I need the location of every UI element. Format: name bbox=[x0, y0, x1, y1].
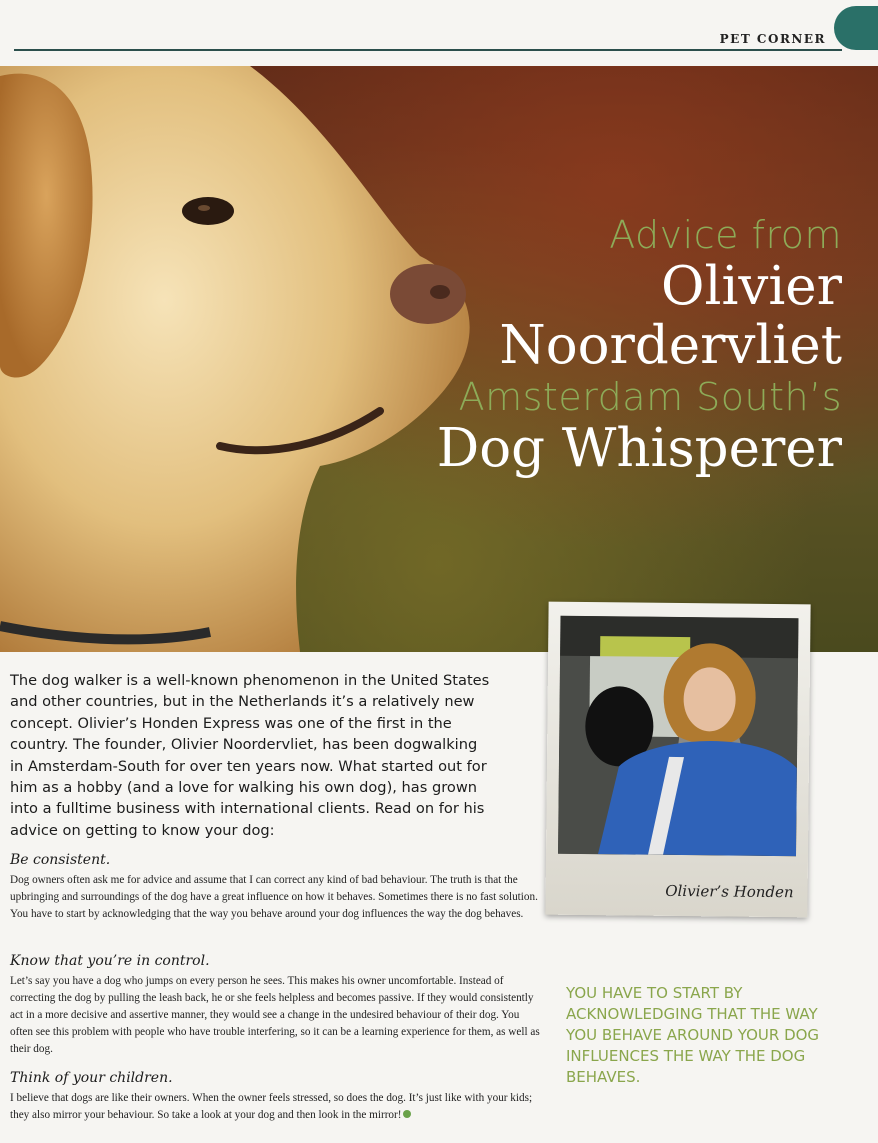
tip-body-text: I believe that dogs are like their owners. When the owner feels stressed, so does the dog. It’s just like with your kids; they also mirror your behaviour. So take a look at your dog and then look in the mirror! bbox=[10, 1092, 533, 1121]
end-mark-icon bbox=[403, 1110, 411, 1118]
owner-with-dog-photo bbox=[558, 616, 798, 856]
polaroid-photo bbox=[545, 602, 810, 918]
tip-heading: Think of your children. bbox=[10, 1070, 173, 1086]
headline-line-4: Amsterdam South’s bbox=[458, 375, 842, 419]
headline-line-5: Dog Whisperer bbox=[436, 418, 842, 479]
tip-in-control bbox=[10, 953, 540, 1058]
headline-line-3: Noordervliet bbox=[499, 315, 842, 376]
page-header bbox=[0, 0, 878, 66]
photo-illustration bbox=[558, 616, 798, 856]
hero-image bbox=[0, 66, 878, 652]
tip-body: Dog owners often ask me for advice and assume that I can correct any kind of bad behaviour. The truth is that the upbringing and surroundings of the dog have a great influence on how it behaves. Sometimes there is no fast solution. You have to start by acknowledging that the way you behave around your dog influences the way the dog behaves. bbox=[10, 874, 538, 920]
header-rule bbox=[14, 49, 842, 51]
tip-be-consistent bbox=[10, 852, 540, 923]
photo-caption: Olivier’s Honden bbox=[665, 881, 794, 902]
article-headline bbox=[436, 213, 842, 481]
headline-line-2: Olivier bbox=[661, 256, 842, 317]
tip-heading: Know that you’re in control. bbox=[10, 953, 210, 969]
pull-quote: YOU HAVE TO START BY ACKNOWLEDGING THAT THE WAY YOU BEHAVE AROUND YOUR DOG INFLUENCES THE WAY THE DOG BEHAVES. bbox=[566, 984, 820, 1086]
intro-paragraph: The dog walker is a well-known phenomenon in the United States and other countries, but in the Netherlands it’s a relatively new concept. Olivier’s Honden Express was one of the first in the country. The founder, Olivier Noordervliet, has been dogwalking in Amsterdam-South for over ten years now. What started out for him as a hobby (and a love for walking his own dog), has grown into a fulltime business with international clients. Read on for his advice on getting to know your dog: bbox=[10, 672, 490, 839]
tip-body: Let’s say you have a dog who jumps on every person he sees. This makes his owner uncomfortable. Instead of correcting the dog by pulling the leash back, he or she feels helpless and becomes passive. If they would consistently act in a more decisive and assertive manner, they would see a change in the undesired behaviour of their dog. You often see this problem with people who have trouble interfering, so it can be a learning experience for them, as well as their dog. bbox=[10, 975, 540, 1055]
tip-children bbox=[10, 1070, 540, 1124]
headline-line-1: Advice from bbox=[609, 213, 842, 257]
header-tab-decoration bbox=[834, 6, 878, 50]
section-label: PET CORNER bbox=[719, 32, 826, 46]
tip-body bbox=[10, 1090, 540, 1124]
tip-heading: Be consistent. bbox=[10, 852, 111, 868]
